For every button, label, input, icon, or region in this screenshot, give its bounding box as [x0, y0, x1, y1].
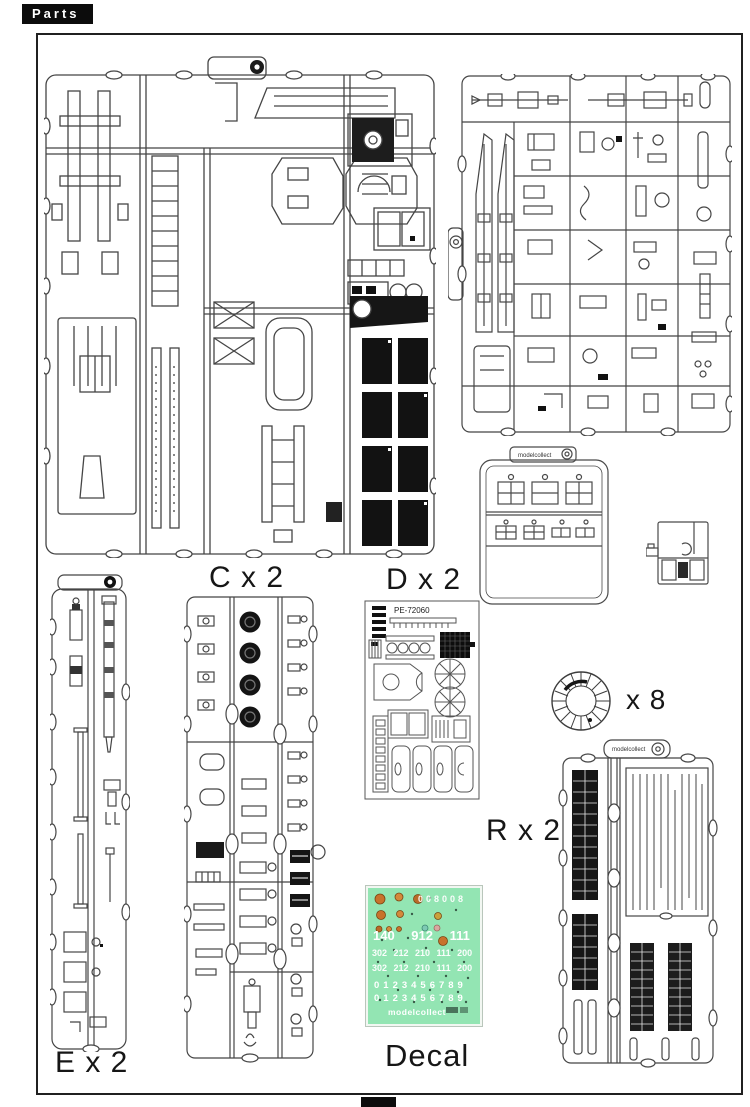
sprue-c-label: C x 2	[209, 561, 285, 594]
ring-part-quantity-label: x 8	[626, 684, 667, 715]
page-number-marker	[361, 1097, 396, 1107]
sprue-d-drawing	[448, 74, 732, 436]
sprue-r-drawing	[558, 738, 718, 1068]
decal-number-row: 302 212 210 111 200	[372, 963, 473, 973]
sprue-c-drawing	[44, 56, 436, 558]
hull-panel-part-drawing	[478, 446, 610, 606]
decal-large-numbers: 140 912 111	[373, 928, 470, 943]
decal-digit-row: 0123456789	[374, 993, 467, 1004]
section-label: Parts	[22, 4, 93, 24]
sprue-r-brand-text: modelcollect	[612, 747, 646, 753]
small-box-part-drawing	[646, 520, 710, 590]
sprue-r-label: R x 2	[486, 814, 562, 847]
decal-label: Decal	[385, 1038, 470, 1073]
decal-digit-row: 0123456789	[374, 980, 467, 991]
sprue-e-drawing	[50, 572, 130, 1052]
photo-etch-sheet-drawing	[362, 598, 482, 803]
ring-part-drawing	[549, 668, 613, 734]
panel-brand-text: modelcollect	[518, 453, 552, 459]
pe-sheet-code: PE-72060	[394, 606, 430, 615]
wheel-sprue-drawing	[184, 594, 330, 1064]
decal-sheet	[366, 886, 482, 1026]
decal-serial-numbers: 008008	[418, 894, 467, 904]
decal-number-row: 302 212 210 111 200	[372, 948, 473, 958]
decal-brand-text: modelcollect	[388, 1007, 446, 1017]
sprue-d-label: D x 2	[386, 563, 462, 596]
sprue-e-label: E x 2	[55, 1046, 129, 1079]
